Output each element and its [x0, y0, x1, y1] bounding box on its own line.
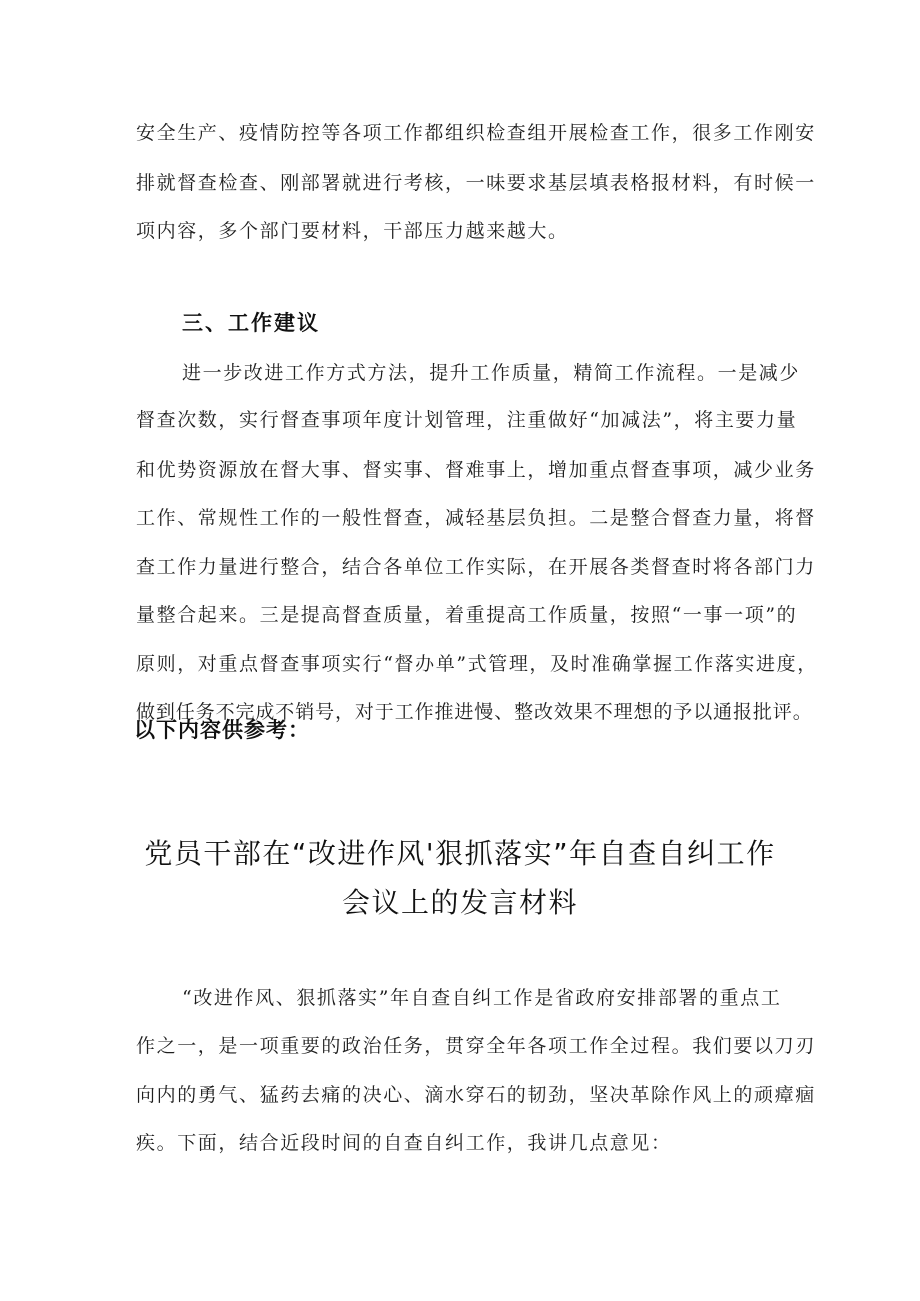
paragraph-line: 和优势资源放在督大事、督实事、督难事上，增加重点督查事项，减少业务	[136, 459, 816, 481]
paragraph-line: 原则，对重点督查事项实行“督办单”式管理，及时准确掌握工作落实进度，	[136, 653, 818, 675]
paragraph-line: 量整合起来。三是提高督查质量，着重提高工作质量，按照“一事一项”的	[136, 604, 798, 626]
paragraph-line: 工作、常规性工作的一般性督查，减轻基层负担。二是整合督查力量，将督	[136, 507, 816, 529]
paragraph-line: 作之一，是一项重要的政治任务，贯穿全年各项工作全过程。我们要以刀刃	[136, 1035, 816, 1057]
reference-note: 以下内容供参考：	[134, 718, 310, 742]
paragraph-line: 进一步改进工作方式方法，提升工作质量，精简工作流程。一是减少	[182, 362, 801, 384]
paragraph-line: 排就督查检查、刚部署就进行考核，一味要求基层填表格报材料，有时候一	[136, 172, 816, 194]
paragraph-line: 查工作力量进行整合，结合各单位工作实际，在开展各类督查时将各部门力	[136, 556, 816, 578]
paragraph-line: 做到任务不完成不销号，对于工作推进慢、整改效果不理想的予以通报批评。	[136, 701, 813, 723]
paragraph-line: 项内容，多个部门要材料，干部压力越来越大。	[136, 220, 569, 242]
paragraph-line: 疾。下面，结合近段时间的自查自纠工作，我讲几点意见：	[136, 1132, 672, 1154]
article-title-line2: 会议上的发言材料	[341, 886, 578, 919]
paragraph-line: 督查次数，实行督查事项年度计划管理，注重做好“加减法”，将主要力量	[136, 409, 798, 431]
section-heading: 三、工作建议	[182, 311, 320, 335]
paragraph-line: 安全生产、疫情防控等各项工作都组织检查组开展检查工作，很多工作刚安	[136, 122, 816, 144]
paragraph-line: “改进作风、狠抓落实”年自查自纠工作是省政府安排部署的重点工	[182, 987, 782, 1009]
article-title-line1: 党员干部在“改进作风'狠抓落实”年自查自纠工作	[144, 837, 776, 870]
paragraph-line: 向内的勇气、猛药去痛的决心、滴水穿石的韧劲，坚决革除作风上的顽瘴痼	[136, 1084, 816, 1106]
